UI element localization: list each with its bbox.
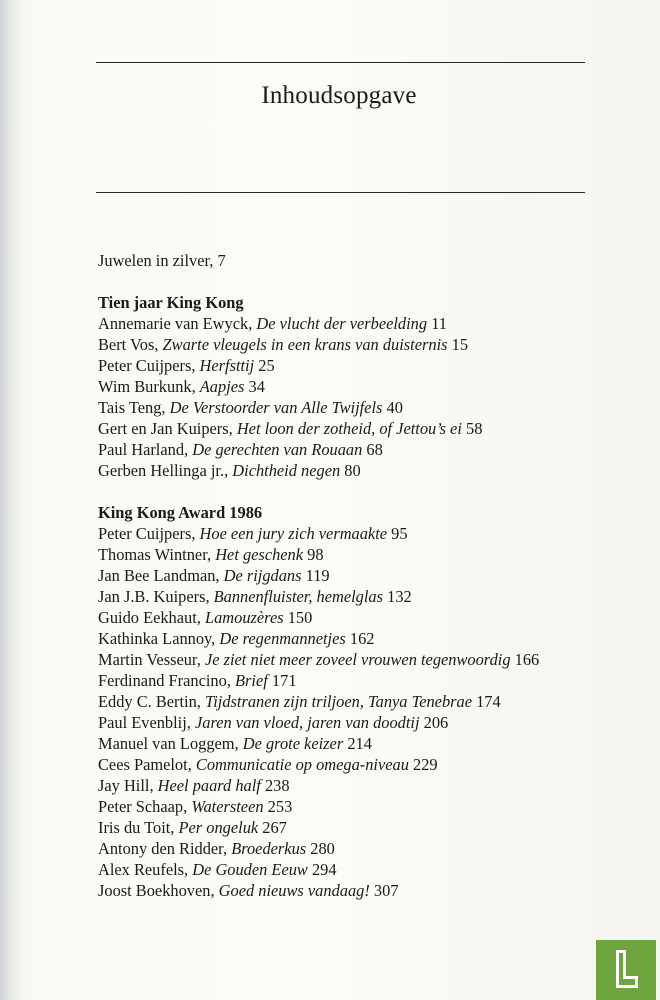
page-title: Inhoudsopgave [261, 82, 417, 109]
section-heading-tien-jaar: Tien jaar King Kong [98, 293, 244, 312]
toc-entry-page: 119 [305, 566, 330, 585]
toc-entry-author: Kathinka Lannoy, [98, 629, 216, 648]
toc-entry-page: 58 [466, 419, 483, 438]
toc-entry-author: Wim Burkunk, [98, 377, 196, 396]
toc-entry-author: Iris du Toit, [98, 818, 175, 837]
toc-entry-author: Guido Eekhaut, [98, 608, 201, 627]
toc-entry-page: 280 [310, 839, 335, 858]
toc-entry-page: 174 [476, 692, 501, 711]
toc-entry-title: Aapjes [199, 377, 245, 396]
toc-entry [98, 586, 618, 607]
toc-entry [98, 607, 618, 628]
toc-entry [98, 880, 618, 901]
toc-entry-author: Gert en Jan Kuipers, [98, 419, 233, 438]
toc-entry [98, 376, 618, 397]
toc-entry-title: Dichtheid negen [232, 461, 341, 480]
toc-entry-author: Cees Pamelot, [98, 755, 192, 774]
toc-entry-title: Jaren van vloed, jaren van doodtij [194, 713, 420, 732]
toc-entry-title: Heel paard half [157, 776, 261, 795]
section-heading-award-1986: King Kong Award 1986 [98, 503, 263, 522]
toc-entry [98, 334, 618, 355]
toc-entry-author: Paul Evenblij, [98, 713, 191, 732]
table-of-contents [98, 250, 618, 901]
toc-entry-author: Juwelen in zilver, [98, 251, 214, 270]
toc-entry [98, 649, 618, 670]
toc-entry-page: 229 [413, 755, 438, 774]
toc-entry-title: Watersteen [191, 797, 264, 816]
toc-entry [98, 670, 618, 691]
toc-entry-title: De vlucht der verbeelding [256, 314, 428, 333]
toc-entry-author: Martin Vesseur, [98, 650, 201, 669]
toc-entry [98, 754, 618, 775]
toc-entry [98, 544, 618, 565]
bottom-rule [96, 192, 585, 193]
toc-entry-author: Jan Bee Landman, [98, 566, 220, 585]
toc-entry-title: Het loon der zotheid, of Jettou’s ei [236, 419, 462, 438]
toc-entry-title: Per ongeluk [178, 818, 259, 837]
toc-entry-page: 25 [258, 356, 275, 375]
toc-entry-title: De Gouden Eeuw [192, 860, 308, 879]
toc-entry-title: Communicatie op omega-niveau [195, 755, 409, 774]
toc-entry-author: Eddy C. Bertin, [98, 692, 201, 711]
stylized-l-logo-icon [610, 948, 642, 992]
toc-entry-page: 15 [451, 335, 469, 354]
toc-entry-title: Zwarte vleugels in een krans van duisternis [162, 335, 448, 354]
toc-entry [98, 355, 618, 376]
toc-entry [98, 691, 618, 712]
toc-entry-author: Gerben Hellinga jr., [98, 461, 229, 480]
toc-entry-page: 307 [373, 881, 399, 900]
toc-entry-page: 40 [386, 398, 403, 417]
toc-entry-page: 294 [311, 860, 337, 879]
toc-entry-title: Herfsttij [199, 356, 255, 375]
toc-entry-author: Peter Cuijpers, [98, 356, 196, 375]
toc-entry [98, 418, 618, 439]
toc-entry-title: Brief [235, 671, 268, 690]
toc-entry-title: De rijgdans [223, 566, 302, 585]
toc-entry [98, 712, 618, 733]
toc-entry-author: Thomas Wintner, [98, 545, 212, 564]
toc-entry-title: De gerechten van Rouaan [192, 440, 363, 459]
toc-entry-title: Broederkus [231, 839, 307, 858]
toc-entry-page: 95 [391, 524, 408, 543]
toc-entry-title: Het geschenk [215, 545, 304, 564]
toc-entry-author: Bert Vos, [98, 335, 159, 354]
toc-intro-entry [98, 250, 618, 271]
toc-entry-title: Tijdstranen zijn triljoen, Tanya Tenebrae [205, 692, 472, 711]
toc-entry-title: Hoe een jury zich vermaakte [199, 524, 388, 543]
toc-entry-page: 68 [366, 440, 383, 459]
toc-entry-page: 7 [217, 251, 226, 270]
toc-entry [98, 565, 618, 586]
toc-entry [98, 460, 618, 481]
toc-entry-page: 238 [264, 776, 290, 795]
toc-entry-title: De Verstoorder van Alle Twijfels [169, 398, 383, 417]
toc-entry-page: 206 [423, 713, 449, 732]
toc-entry [98, 838, 618, 859]
toc-entry-author: Annemarie van Ewyck, [98, 314, 253, 333]
section-tien-jaar-list [98, 313, 618, 481]
toc-entry-title: Lamouzères [204, 608, 284, 627]
toc-entry [98, 313, 618, 334]
toc-entry-author: Jay Hill, [98, 776, 154, 795]
toc-entry [98, 775, 618, 796]
section-award-1986-list [98, 523, 618, 901]
toc-entry-title: Bannenfluister, hemelglas [213, 587, 384, 606]
toc-entry-page: 150 [287, 608, 313, 627]
toc-entry-page: 98 [307, 545, 324, 564]
watermark-badge [596, 940, 656, 1000]
toc-entry-author: Paul Harland, [98, 440, 189, 459]
toc-entry-author: Joost Boekhoven, [98, 881, 215, 900]
toc-entry-title: Je ziet niet meer zoveel vrouwen tegenwoordig [204, 650, 511, 669]
toc-entry-title: De regenmannetjes [219, 629, 346, 648]
top-rule [96, 62, 585, 63]
toc-entry-page: 214 [347, 734, 372, 753]
toc-entry [98, 397, 618, 418]
toc-entry-page: 11 [431, 314, 447, 333]
toc-entry [98, 733, 618, 754]
toc-entry-page: 80 [344, 461, 361, 480]
toc-entry-title: Goed nieuws vandaag! [218, 881, 370, 900]
toc-entry [98, 859, 618, 880]
toc-entry-page: 171 [271, 671, 297, 690]
toc-entry-page: 166 [514, 650, 540, 669]
toc-entry-author: Jan J.B. Kuipers, [98, 587, 210, 606]
binding-shadow [0, 0, 22, 1000]
toc-entry-author: Antony den Ridder, [98, 839, 228, 858]
toc-entry-author: Manuel van Loggem, [98, 734, 239, 753]
toc-entry [98, 817, 618, 838]
toc-entry-author: Tais Teng, [98, 398, 166, 417]
toc-entry [98, 439, 618, 460]
toc-entry-page: 34 [248, 377, 265, 396]
toc-entry-author: Peter Cuijpers, [98, 524, 196, 543]
toc-entry-page: 253 [267, 797, 293, 816]
toc-entry-page: 267 [262, 818, 287, 837]
toc-entry-author: Alex Reufels, [98, 860, 189, 879]
toc-entry [98, 628, 618, 649]
toc-entry-page: 132 [387, 587, 412, 606]
toc-entry-page: 162 [349, 629, 375, 648]
toc-entry [98, 523, 618, 544]
toc-entry-title: De grote keizer [242, 734, 344, 753]
toc-entry [98, 796, 618, 817]
toc-entry-author: Peter Schaap, [98, 797, 188, 816]
toc-entry-author: Ferdinand Francino, [98, 671, 231, 690]
